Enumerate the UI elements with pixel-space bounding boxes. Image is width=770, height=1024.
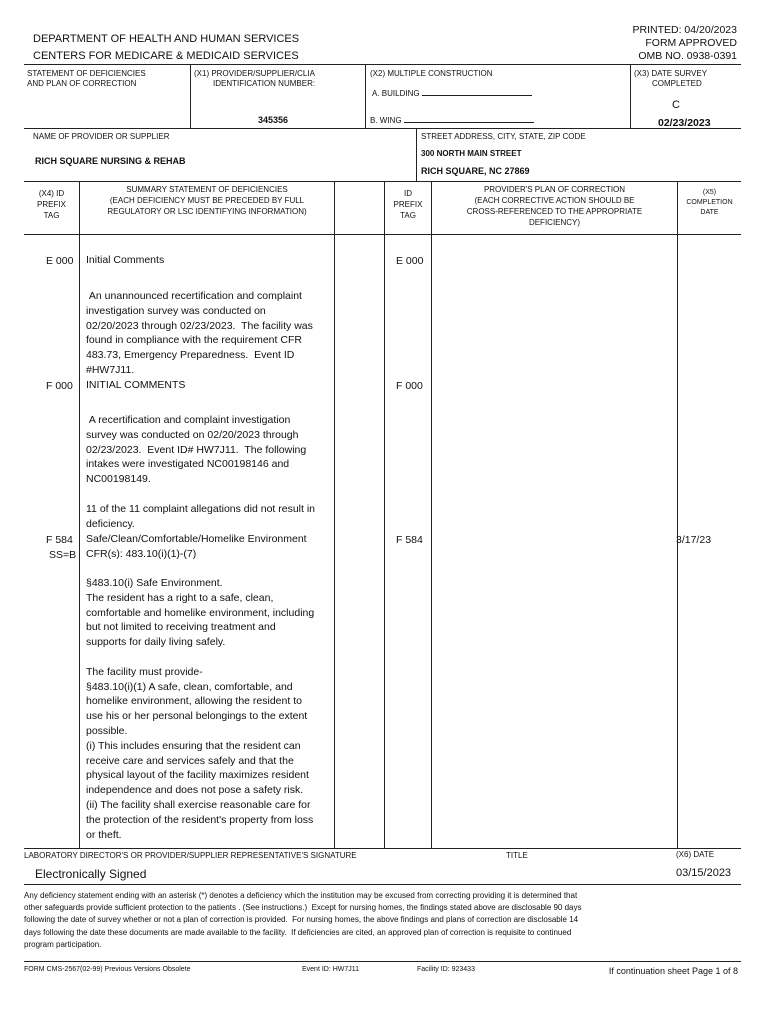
x3-label: (X3) DATE SURVEY <box>634 69 708 78</box>
rule-signature-bottom <box>24 884 741 885</box>
col-x5-l3: DATE <box>700 209 719 216</box>
col-divider-3 <box>384 181 385 848</box>
col-divider-2 <box>334 181 335 848</box>
col-summary-header <box>80 184 334 217</box>
disclosure-note: Any deficiency statement ending with an asterisk (*) denotes a deficiency which the institution may be excused from correcting providing it is determined that other safeguards provide sufficient protection to the patients . (See instructions.) Except for nursing homes, the findings stated above are disclosable 90 days following the date of survey whether or not a plan of correction is provided. For nursing homes, the above findings and plans of correction are disclosable 14 days following the date these documents are made available to the facility. If deficiencies are cited, an approved plan of correction is requisite to continued program participation. <box>24 891 582 949</box>
divider-x1 <box>190 64 191 128</box>
divider-x2 <box>365 64 366 128</box>
col-x5-l2: COMPLETION <box>686 199 733 206</box>
street-address: 300 NORTH MAIN STREET <box>421 149 522 158</box>
facility-id: Facility ID: 923433 <box>417 966 475 973</box>
x3-label-2: COMPLETED <box>652 79 702 88</box>
agency-name: CENTERS FOR MEDICARE & MEDICAID SERVICES <box>33 50 299 62</box>
completion-date-f584: 3/17/23 <box>676 534 712 546</box>
address-label: STREET ADDRESS, CITY, STATE, ZIP CODE <box>421 132 586 141</box>
col-summary-l2: (EACH DEFICIENCY MUST BE PRECEDED BY FULL <box>109 196 305 205</box>
col-plan-header <box>432 184 677 228</box>
signature-date: 03/15/2023 <box>676 867 732 879</box>
col-id-l3: TAG <box>400 211 416 220</box>
col-plan-l4: DEFICIENCY) <box>528 218 581 227</box>
divider-address <box>416 128 417 181</box>
col-summary-l3: REGULATORY OR LSC IDENTIFYING INFORMATION) <box>107 207 307 216</box>
signature-label: LABORATORY DIRECTOR'S OR PROVIDER/SUPPLIER REPRESENTATIVE'S SIGNATURE <box>24 851 357 860</box>
f000-text: A recertification and complaint investigation survey was conducted on 02/20/2023 through 02/23/2023. Event ID# HW7J11. The following intakes were investigated NC00198146 and NC00198149. 11 of the 11 complaint allegations did not result in deficiency. <box>86 414 316 530</box>
id-f584: F 584 <box>396 534 423 546</box>
tag-f000: F 000 <box>46 380 73 392</box>
page-indicator: If continuation sheet Page 1 of 8 <box>608 966 738 976</box>
col-plan-l2: (EACH CORRECTIVE ACTION SHOULD BE <box>474 196 635 205</box>
f000-title: INITIAL COMMENTS <box>86 379 186 391</box>
col-x5-header <box>678 188 741 218</box>
provider-name-label: NAME OF PROVIDER OR SUPPLIER <box>33 132 170 141</box>
wing-label: B. WING <box>370 116 402 125</box>
id-f000: F 000 <box>396 380 423 392</box>
building-blank <box>422 86 532 96</box>
x1-label: (X1) PROVIDER/SUPPLIER/CLIA <box>194 69 315 78</box>
col-id-header <box>385 188 431 221</box>
omb-number: OMB NO. 0938-0391 <box>638 50 737 62</box>
col-x5-l1: (X5) <box>702 189 717 196</box>
tag-e000: E 000 <box>46 255 74 267</box>
col-plan-l3: CROSS-REFERENCED TO THE APPROPRIATE <box>466 207 643 216</box>
form-number: FORM CMS-2567(02-99) Previous Versions Obsolete <box>24 966 191 973</box>
printed-date: PRINTED: 04/20/2023 <box>632 24 737 36</box>
col-x4-l1: (X4) ID <box>38 189 65 198</box>
col-divider-5 <box>677 181 678 848</box>
col-divider-4 <box>431 181 432 848</box>
divider-x3 <box>630 64 631 128</box>
f584-text: §483.10(i) Safe Environment. The resident has a right to a safe, clean, comfortable and homelike environment, including but not limited to receiving treatment and supports for daily living safely. The facility must provide- §483.10(i)(1) A safe, clean, comfortable, and homelike environment, allowing the resident to use his or her personal belongings to the extent possible. (i) This includes ensuring that the resident can receive care and services safely and that the physical layout of the facility maximizes resident independence and does not pose a safety risk. (ii) The facility shall exercise reasonable care for the protection of the resident's property from loss or theft. <box>86 577 315 841</box>
col-id-l2: PREFIX <box>393 200 423 209</box>
id-e000: E 000 <box>396 255 424 267</box>
title-label: TITLE <box>506 851 528 860</box>
f584-title: Safe/Clean/Comfortable/Homelike Environment CFR(s): 483.10(i)(1)-(7) <box>86 533 307 560</box>
provider-name: RICH SQUARE NURSING & REHAB <box>35 156 186 166</box>
x6-date-label: (X6) DATE <box>676 850 715 859</box>
form-approved: FORM APPROVED <box>645 37 737 49</box>
city-state-zip: RICH SQUARE, NC 27869 <box>421 166 530 176</box>
x2-label: (X2) MULTIPLE CONSTRUCTION <box>370 69 493 78</box>
building-label: A. BUILDING <box>372 89 420 98</box>
e000-title: Initial Comments <box>86 254 165 266</box>
e000-text: An unannounced recertification and complaint investigation survey was conducted on 02/20/2023 through 02/23/2023. The facility was found in compliance with the requirement CFR 483.73, Emergency Preparedness. Event ID #HW7J11. <box>86 290 313 376</box>
wing-blank <box>404 113 534 123</box>
rule-footer-top <box>24 961 741 962</box>
col-x4-l2: PREFIX <box>37 200 66 209</box>
rule-table-bottom <box>24 848 741 849</box>
col-plan-l1: PROVIDER'S PLAN OF CORRECTION <box>483 185 626 194</box>
col-divider-1 <box>79 181 80 848</box>
col-id-l1: ID <box>404 189 412 198</box>
signature-value: Electronically Signed <box>35 867 147 881</box>
rule-provider-bottom <box>24 181 741 182</box>
event-id: Event ID: HW7J11 <box>302 966 360 973</box>
statement-label: STATEMENT OF DEFICIENCIES <box>27 69 146 78</box>
x1-label-2: IDENTIFICATION NUMBER: <box>213 79 316 88</box>
col-x4-l3: TAG <box>43 211 60 220</box>
tag-f584: F 584 <box>46 534 73 546</box>
col-x4-header <box>24 188 79 221</box>
rule-top <box>24 64 741 65</box>
scope-severity: SS=B <box>49 549 77 561</box>
provider-number: 345356 <box>258 115 289 125</box>
col-summary-l1: SUMMARY STATEMENT OF DEFICIENCIES <box>126 185 288 194</box>
statement-label-2: AND PLAN OF CORRECTION <box>27 79 137 88</box>
wing-field <box>370 113 534 125</box>
survey-date: 02/23/2023 <box>658 117 711 129</box>
rule-box1-bottom <box>24 128 741 129</box>
department-name: DEPARTMENT OF HEALTH AND HUMAN SERVICES <box>33 33 300 45</box>
survey-code: C <box>672 99 680 111</box>
building-field <box>372 86 532 98</box>
rule-columns-bottom <box>24 234 741 235</box>
